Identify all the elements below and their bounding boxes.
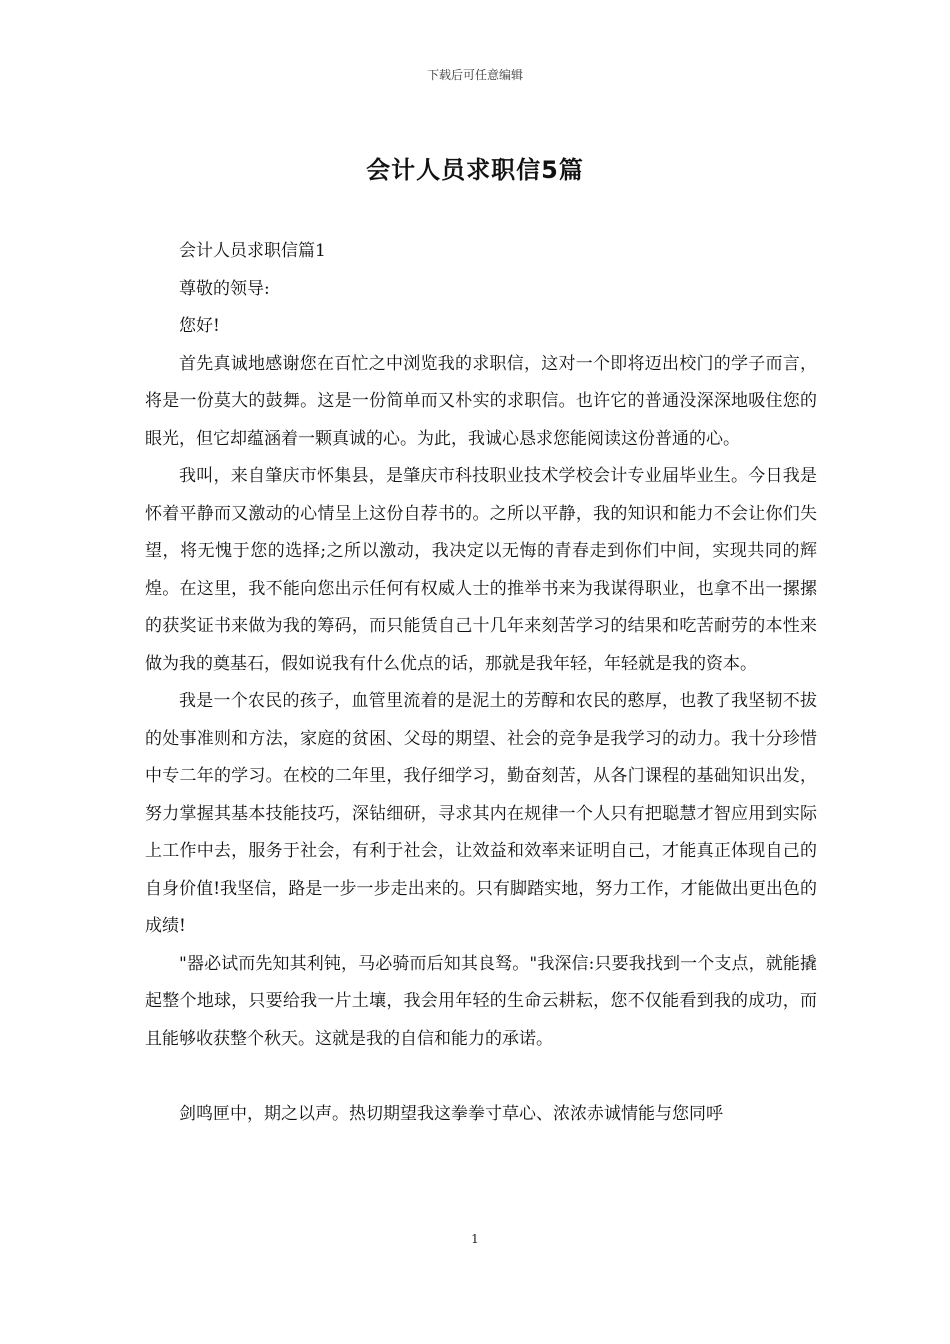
paragraph-self-introduction: 我叫，来自肇庆市怀集县，是肇庆市科技职业技术学校会计专业届毕业生。今日我是怀着平静而又激动的心情呈上这份自荐书的。之所以平静，我的知识和能力不会让你们失望，将无愧于您的选择;之所以激动，我决定以无悔的青春走到你们中间，实现共同的辉煌。在这里，我不能向您出示任何有权威人士的推举书来为我谋得职业，也拿不出一摞摞的获奖证书来做为我的筹码，而只能赁自己十几年来刻苦学习的结果和吃苦耐劳的本性来做为我的奠基石，假如说我有什么优点的话，那就是我年轻，年轻就是我的资本。	[145, 466, 817, 674]
paragraph-closing: 剑鸣匣中，期之以声。热切期望我这拳拳寸草心、浓浓赤诚情能与您同呼	[179, 1103, 723, 1124]
paragraph-intro: 首先真诚地感谢您在百忙之中浏览我的求职信，这对一个即将迈出校门的学子而言，将是一份莫大的鼓舞。这是一份简单而又朴实的求职信。也许它的普通没深深地吸住您的眼光，但它却蕴涵着一颗真诚的心。为此，我诚心恳求您能阅读这份普通的心。	[145, 353, 817, 449]
paragraph-spacer	[145, 1058, 817, 1096]
paragraph-confidence: "器必试而先知其利钝，马必骑而后知其良驽。"我深信:只要我找到一个支点，就能撬起整个地球，只要给我一片土壤，我会用年轻的生命云耕耘，您不仅能看到我的成功，而且能够收获整个秋天。这就是我的自信和能力的承诺。	[145, 953, 817, 1049]
header-note: 下载后可任意编辑	[426, 68, 523, 82]
paragraph-background: 我是一个农民的孩子，血管里流着的是泥土的芳醇和农民的憨厚，也教了我坚韧不拔的处事准则和方法，家庭的贫困、父母的期望、社会的竞争是我学习的动力。我十分珍惜中专二年的学习。在校的二年里，我仔细学习，勤奋刻苦，从各门课程的基础知识出发，努力掌握其基本技能技巧，深钻细研，寻求其内在规律一个人只有把聪慧才智应用到实际上工作中去，服务于社会，有利于社会，让效益和效率来证明自己，才能真正体现自己的自身价值!我坚信，路是一步一步走出来的。只有脚踏实地，努力工作，才能做出更出色的成绩!	[145, 691, 817, 936]
greeting: 您好!	[179, 316, 220, 336]
salutation: 尊敬的领导:	[179, 278, 270, 299]
page-number: 1	[471, 1232, 479, 1246]
document-body	[145, 233, 817, 1133]
section-heading: 会计人员求职信篇1	[179, 241, 326, 261]
document-title: 会计人员求职信5篇	[366, 156, 584, 184]
